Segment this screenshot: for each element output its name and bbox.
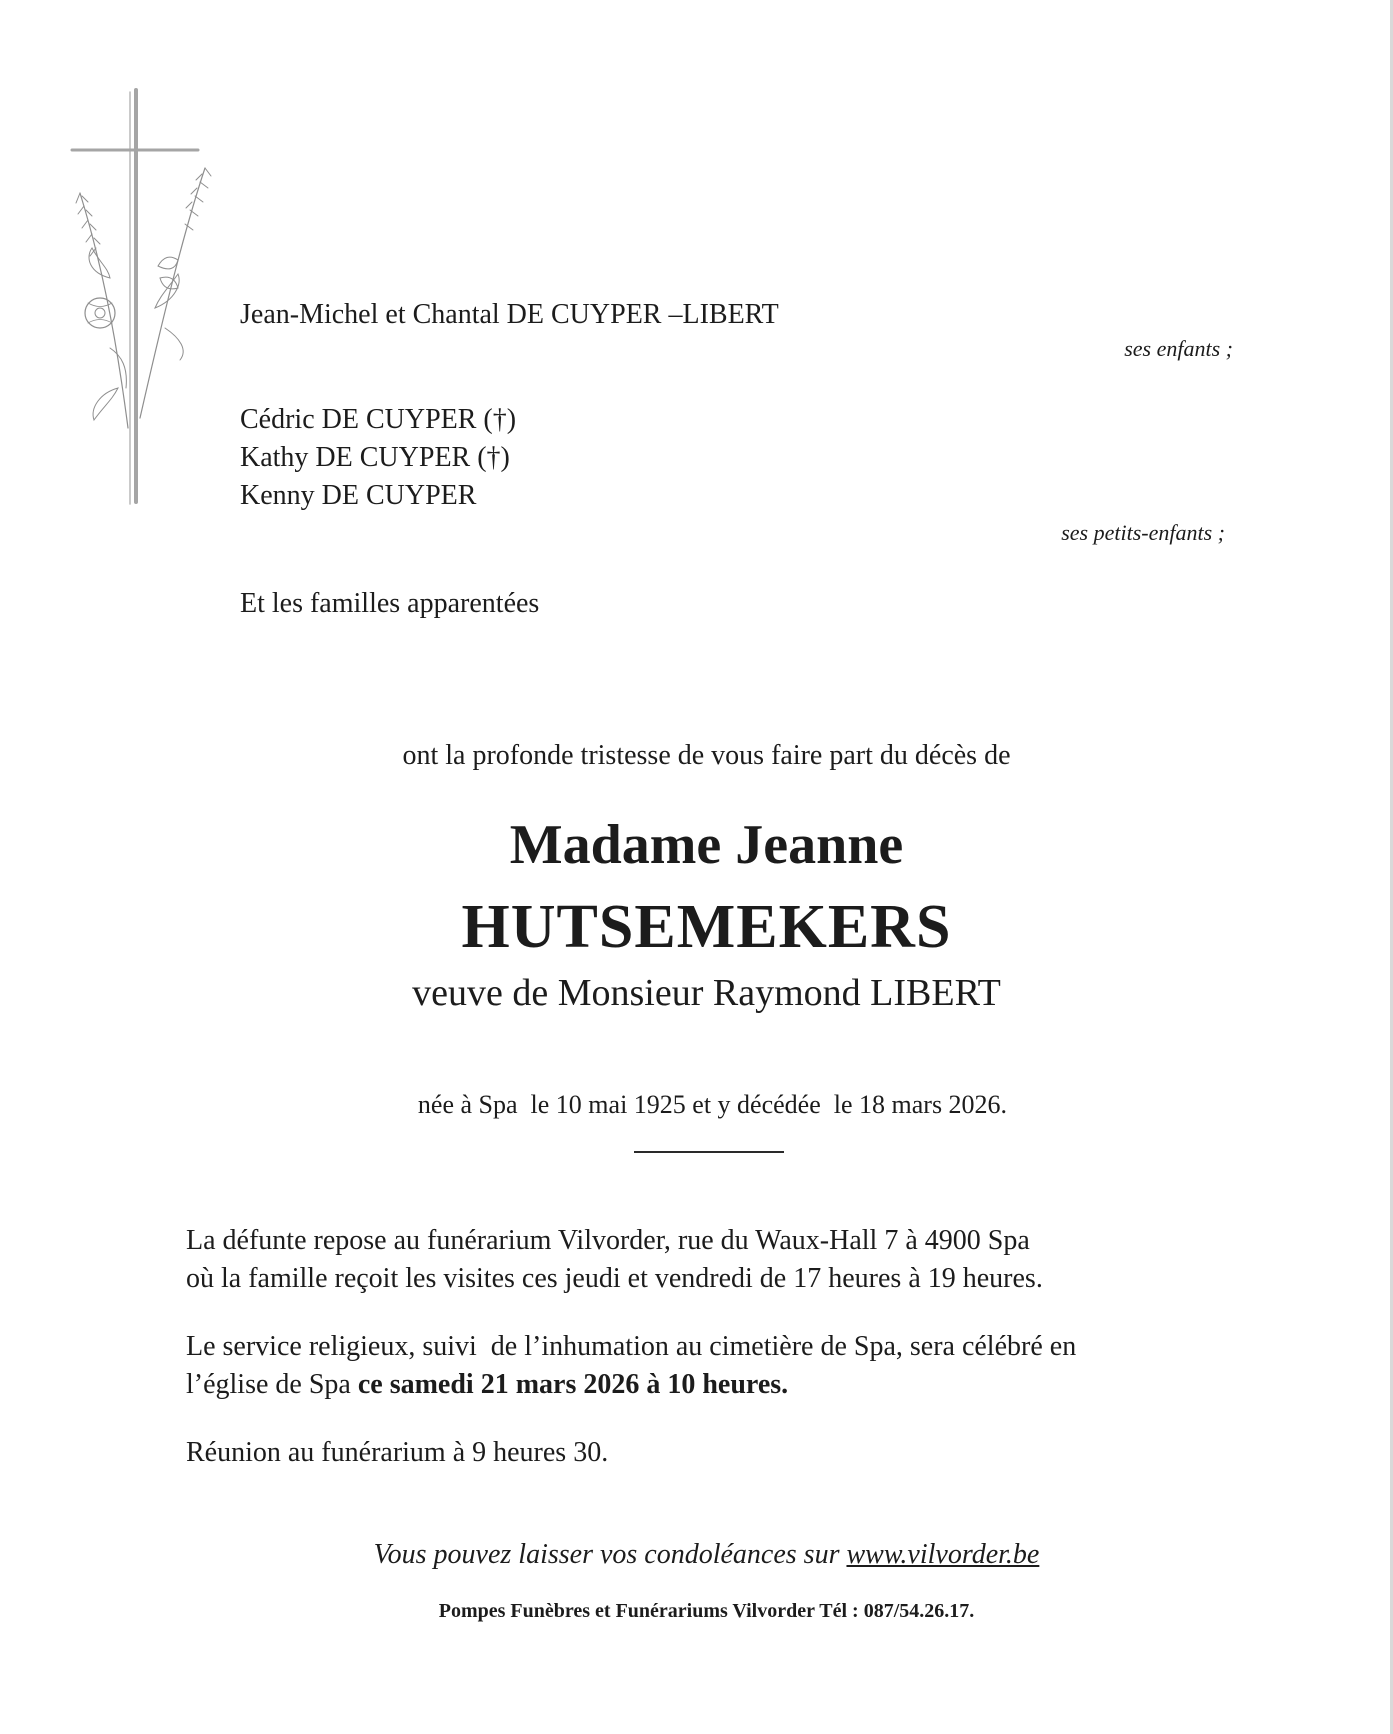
intro-line: ont la profonde tristesse de vous faire part du décès de bbox=[402, 740, 1011, 771]
funeral-company-line: Pompes Funèbres et Funérariums Vilvorder Tél : 087/54.26.17. bbox=[438, 1600, 975, 1622]
rest-line-1: La défunte repose au funérarium Vilvorder, rue du Waux-Hall 7 à 4900 Spa bbox=[186, 1225, 1030, 1256]
deceased-name-line1: Madame Jeanne bbox=[509, 814, 904, 876]
grandchildren-label: ses petits-enfants ; bbox=[1061, 520, 1225, 545]
rest-line-2: où la famille reçoit les visites ces jeudi et vendredi de 17 heures à 19 heures. bbox=[186, 1263, 1043, 1294]
service-datetime: ce samedi 21 mars 2026 à 10 heures. bbox=[357, 1369, 789, 1400]
cross-with-flowers-icon bbox=[70, 88, 230, 508]
children-names: Jean-Michel et Chantal DE CUYPER –LIBERT bbox=[240, 299, 779, 330]
condolences-text: Vous pouvez laisser vos condoléances sur bbox=[373, 1539, 847, 1570]
grandchild-name: Cédric DE CUYPER (†) bbox=[240, 404, 517, 435]
children-label: ses enfants ; bbox=[1124, 336, 1233, 361]
relatives-line: Et les familles apparentées bbox=[240, 588, 540, 619]
service-line-1: Le service religieux, suivi de l’inhumation au cimetière de Spa, sera célébré en bbox=[186, 1331, 1077, 1362]
divider bbox=[634, 1151, 784, 1153]
service-place: l’église de Spa bbox=[186, 1369, 358, 1400]
meeting-line: Réunion au funérarium à 9 heures 30. bbox=[186, 1437, 609, 1468]
birth-death-line: née à Spa le 10 mai 1925 et y décédée le 18 mars 2026. bbox=[417, 1090, 1008, 1119]
condolences-line bbox=[0, 1537, 1393, 1573]
grandchild-name: Kenny DE CUYPER bbox=[240, 480, 477, 511]
condolences-link[interactable]: www.vilvorder.be bbox=[846, 1539, 1040, 1570]
widow-of-line: veuve de Monsieur Raymond LIBERT bbox=[412, 972, 1001, 1014]
service-line-2 bbox=[186, 1366, 788, 1404]
deceased-surname: HUTSEMEKERS bbox=[461, 893, 952, 961]
grandchild-name: Kathy DE CUYPER (†) bbox=[240, 442, 510, 473]
